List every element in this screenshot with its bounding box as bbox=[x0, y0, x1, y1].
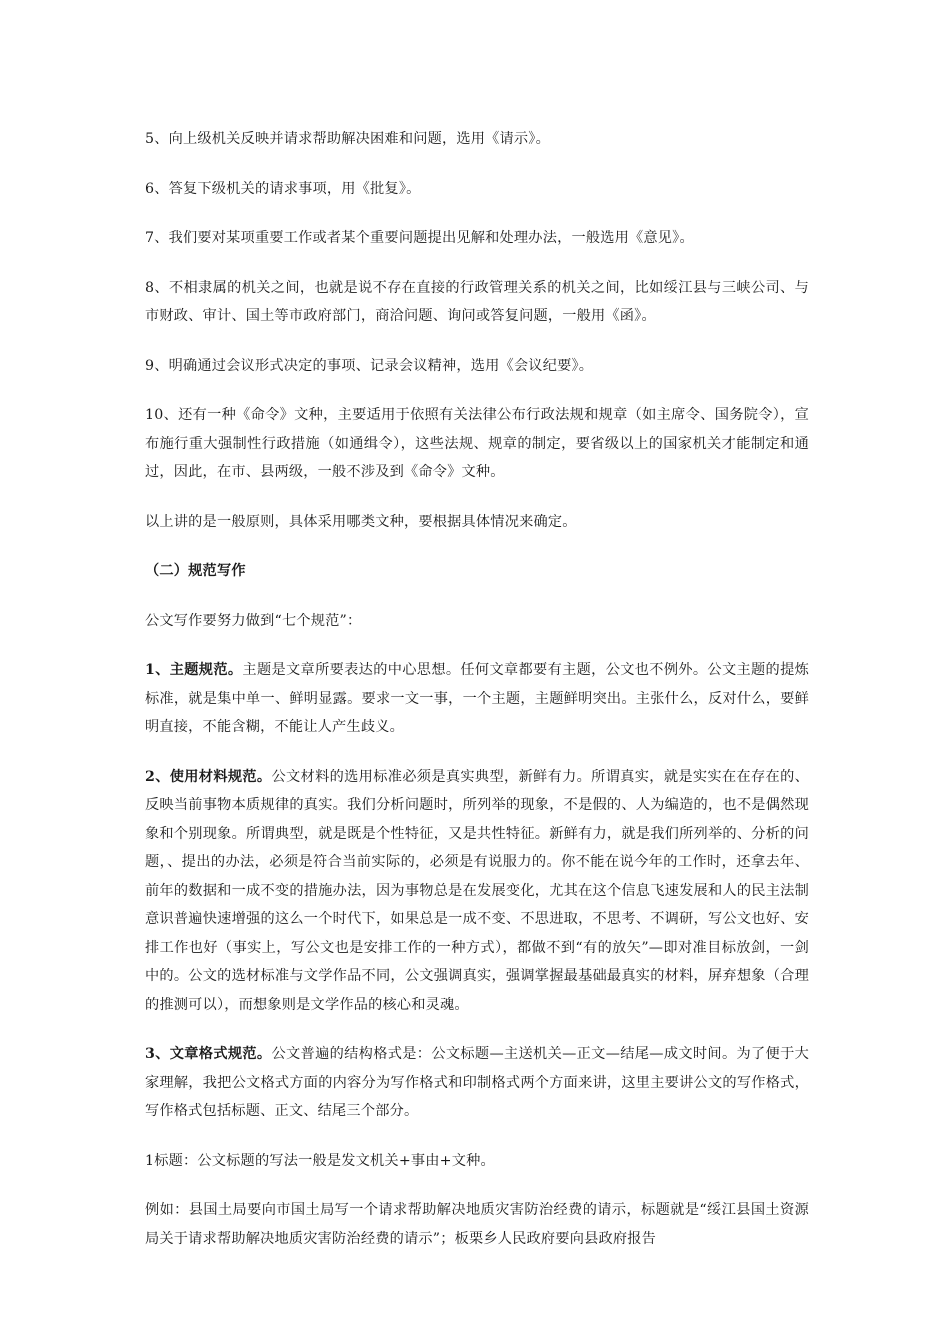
paragraph-5-qingshi bbox=[145, 125, 809, 154]
paragraph-7-yijian bbox=[145, 224, 809, 253]
paragraph-lead: 1、主题规范。 bbox=[145, 662, 243, 678]
paragraph-general-principle bbox=[145, 508, 809, 537]
paragraph-lead: 3、文章格式规范。 bbox=[145, 1046, 272, 1062]
paragraph-text: 公文材料的选用标准必须是真实典型，新鲜有力。所谓真实，就是实实在在存在的、反映当前事物本质规律的真实。我们分析问题时，所列举的现象，不是假的、人为编造的，也不是偶然现象和个别现象。所谓典型，就是既是个性特征，又是共性特征。新鲜有力，就是我们所列举的、分析的问题，、提出的办法，必须是符合当前实际的，必须是有说服力的。你不能在说今年的工作时，还拿去年、前年的数据和一成不变的措施办法，因为事物总是在发展变化，尤其在这个信息飞速发展和人的民主法制意识普遍快速增强的这么一个时代下，如果总是一成不变、不思进取，不思考、不调研，写公文也好、安排工作也好（事实上，写公文也是安排工作的一种方式），都做不到“有的放矢”—即对准目标放剑，一剑中的。公文的选材标准与文学作品不同，公文强调真实，强调掌握最基础最真实的材料，屏弃想象（合理的推测可以），而想象则是文学作品的核心和灵魂。 bbox=[145, 768, 809, 1013]
paragraph-text: 主题是文章所要表达的中心思想。任何文章都要有主题，公文也不例外。公文主题的提炼标准，就是集中单一、鲜明显露。要求一文一事，一个主题，主题鲜明突出。主张什么，反对什么，要鲜明直接，不能含糊，不能让人产生歧义。 bbox=[145, 662, 809, 735]
paragraph-text: 例如：县国土局要向市国土局写一个请求帮助解决地质灾害防治经费的请示，标题就是“绥江县国土资源局关于请求帮助解决地质灾害防治经费的请示”；板栗乡人民政府要向县政府报告 bbox=[145, 1202, 809, 1247]
paragraph-example bbox=[145, 1196, 809, 1253]
paragraph-text: 以上讲的是一般原则，具体采用哪类文种，要根据具体情况来确定。 bbox=[145, 513, 577, 530]
paragraph-text: 9、明确通过会议形式决定的事项、记录会议精神，选用《会议纪要》。 bbox=[145, 357, 594, 374]
paragraph-text: 公文普遍的结构格式是：公文标题—主送机关—正文—结尾—成文时间。为了便于大家理解，我把公文格式方面的内容分为写作格式和印制格式两个方面来讲，这里主要讲公文的写作格式，写作格式包括标题、正文、结尾三个部分。 bbox=[145, 1046, 809, 1119]
paragraph-text: 5、向上级机关反映并请求帮助解决困难和问题，选用《请示》。 bbox=[145, 131, 550, 147]
paragraph-lead: 2、使用材料规范。 bbox=[145, 768, 272, 785]
paragraph-seven-norms bbox=[145, 607, 809, 636]
paragraph-text: 7、我们要对某项重要工作或者某个重要问题提出见解和处理办法，一般选用《意见》。 bbox=[145, 230, 694, 246]
paragraph-material-norm bbox=[145, 763, 809, 1020]
document-body bbox=[145, 125, 809, 1274]
paragraph-10-mingling bbox=[145, 401, 809, 487]
paragraph-text: 1标题：公文标题的写法一般是发文机关+事由+文种。 bbox=[145, 1152, 495, 1169]
paragraph-title-rule bbox=[145, 1147, 809, 1176]
paragraph-8-han bbox=[145, 274, 809, 331]
section-heading bbox=[145, 557, 809, 586]
paragraph-theme-norm bbox=[145, 656, 809, 742]
paragraph-text: 公文写作要努力做到“七个规范”： bbox=[145, 612, 362, 629]
paragraph-format-norm bbox=[145, 1040, 809, 1126]
paragraph-text: 6、答复下级机关的请求事项，用《批复》。 bbox=[145, 180, 421, 197]
paragraph-6-pifu bbox=[145, 175, 809, 204]
paragraph-text: 10、还有一种《命令》文种，主要适用于依照有关法律公布行政法规和规章（如主席令、国务院令），宣布施行重大强制性行政措施（如通缉令），这些法规、规章的制定，要省级以上的国家机关才能制定和通过，因此，在市、县两级，一般不涉及到《命令》文种。 bbox=[145, 407, 809, 480]
paragraph-text: 8、不相隶属的机关之间，也就是说不存在直接的行政管理关系的机关之间，比如绥江县与三峡公司、与市财政、审计、国土等市政府部门，商洽问题、询问或答复问题，一般用《函》。 bbox=[145, 279, 809, 324]
paragraph-9-huiyijiyao bbox=[145, 352, 809, 381]
section-heading-text: （二）规范写作 bbox=[145, 563, 246, 579]
